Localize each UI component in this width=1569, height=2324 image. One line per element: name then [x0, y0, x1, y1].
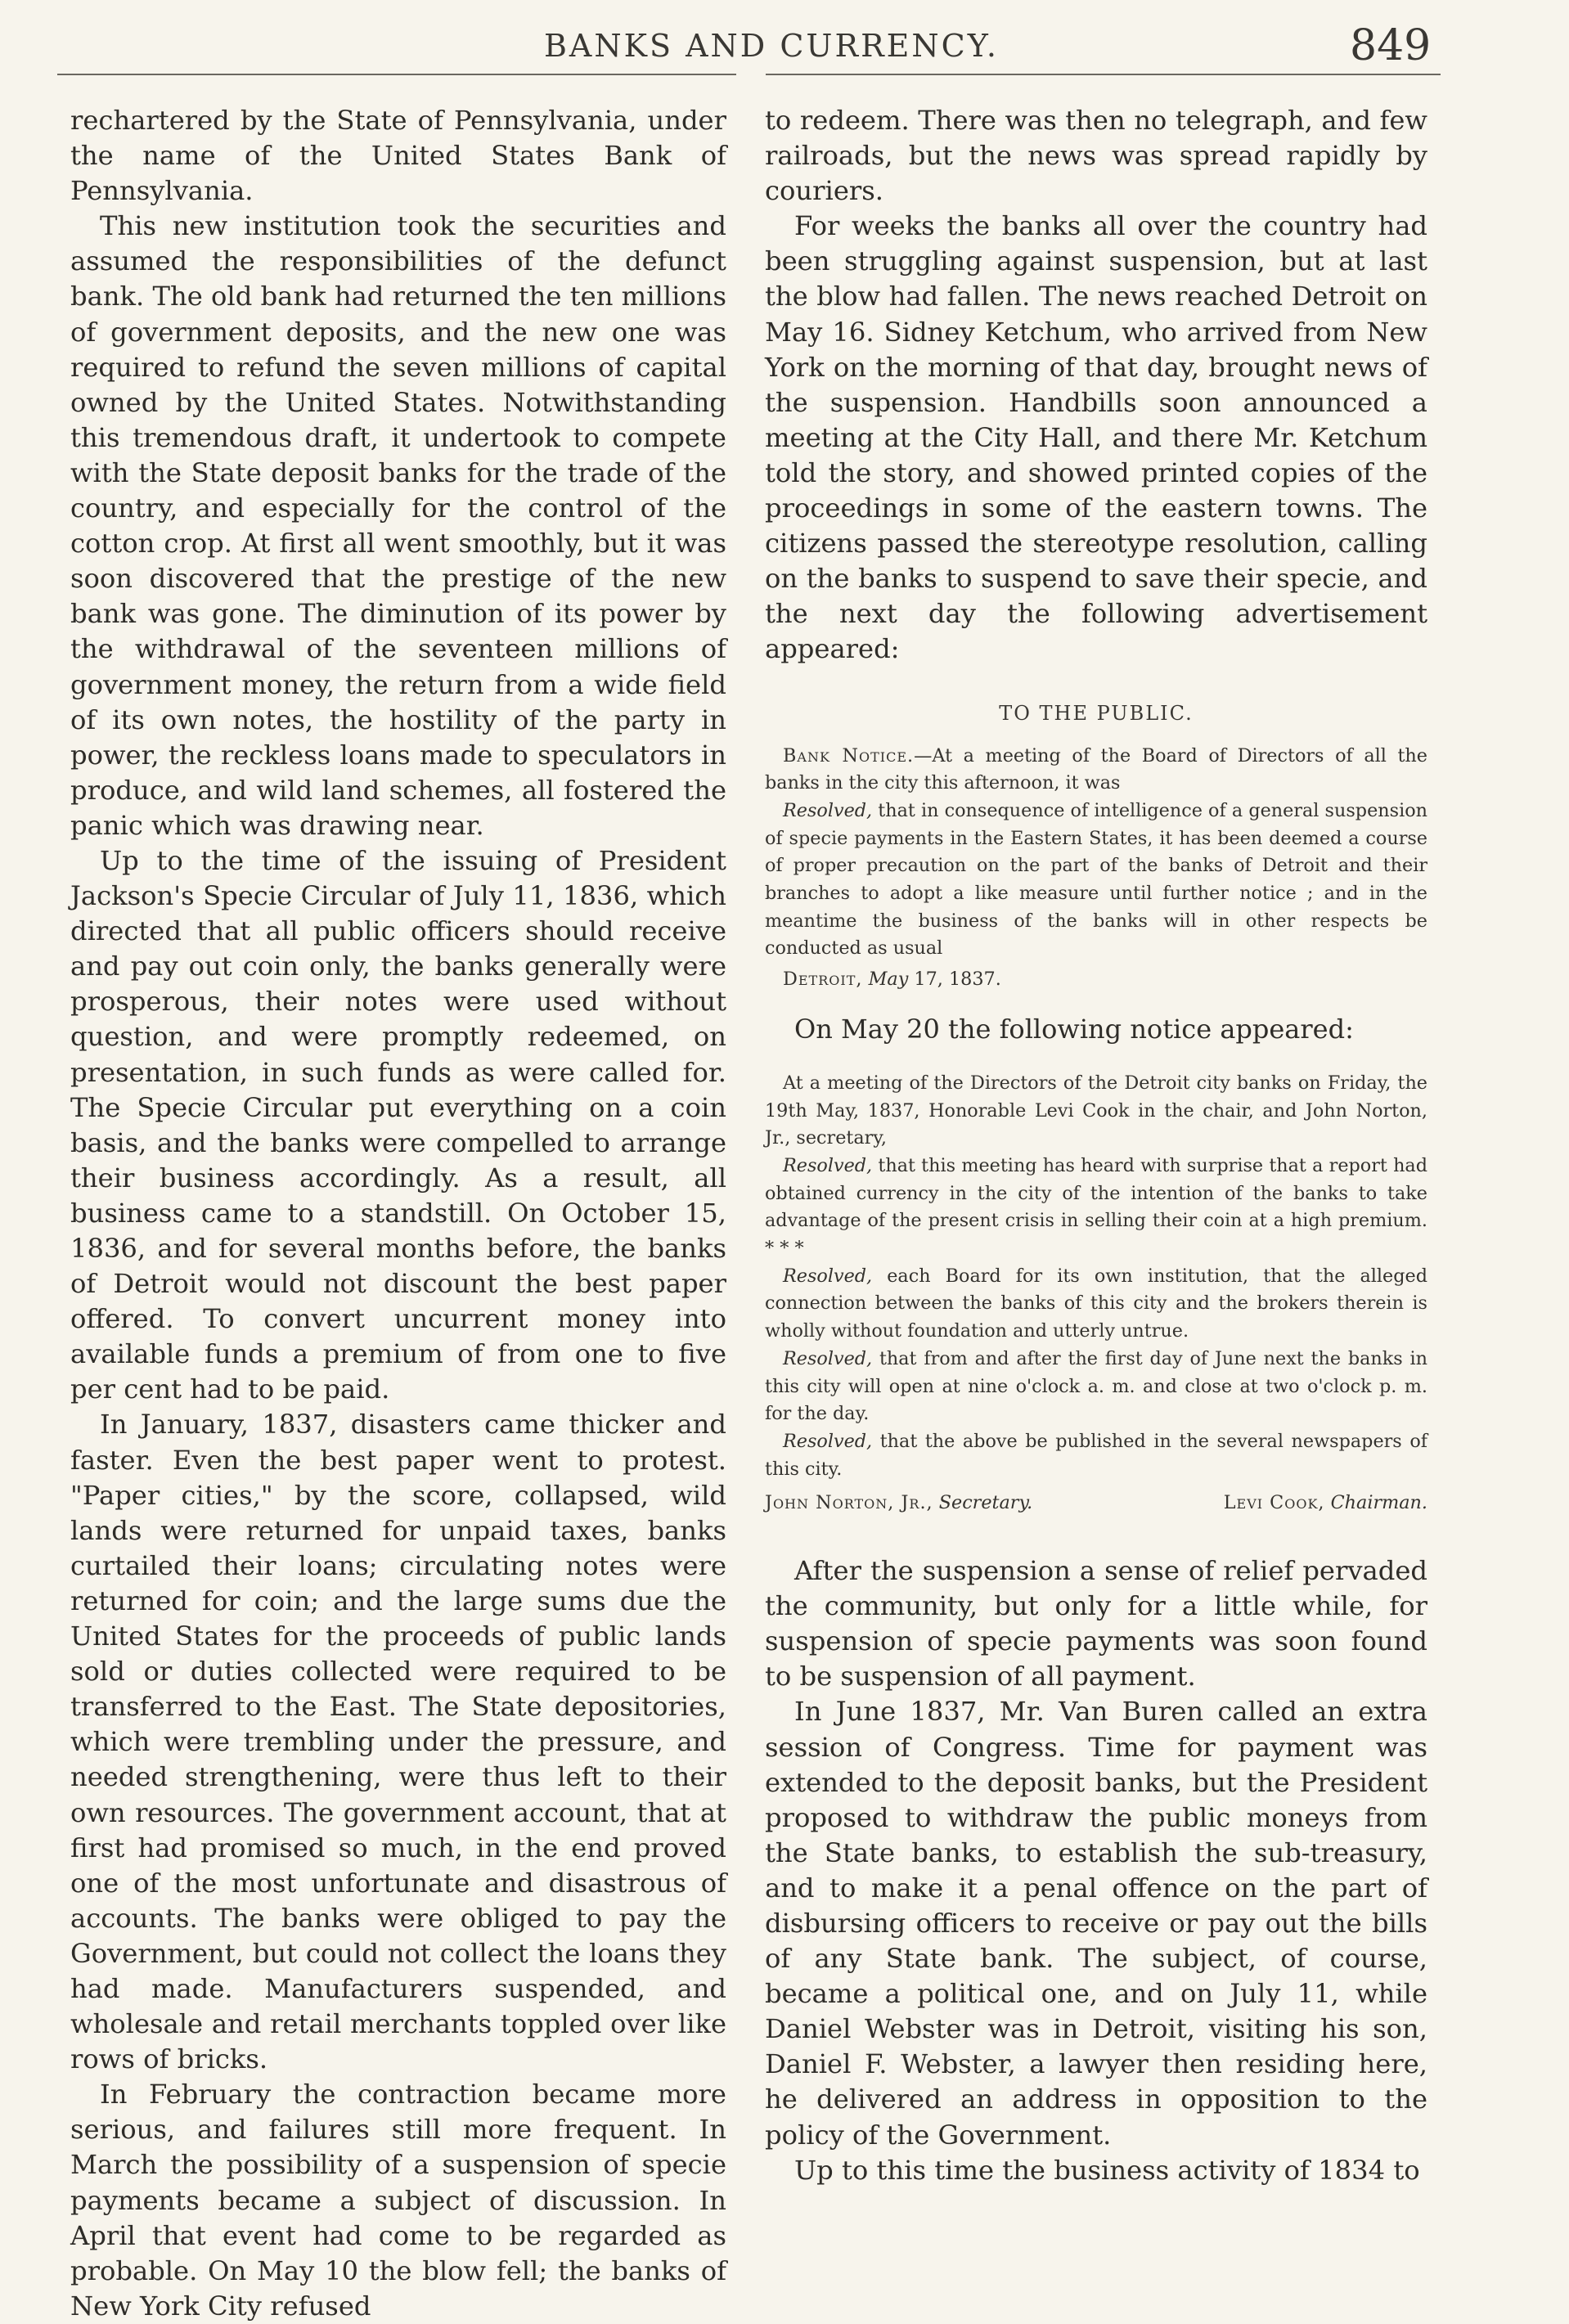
notice-heading: TO THE PUBLIC.	[999, 701, 1194, 725]
signature-chairman	[1224, 1490, 1427, 1517]
notice-dateline	[765, 966, 1427, 994]
closing-paragraphs	[765, 1553, 1427, 2188]
header-rule-left	[57, 74, 736, 75]
page-header	[0, 11, 1569, 70]
header-rule-right	[766, 74, 1441, 75]
running-title: BANKS AND CURRENCY.	[544, 28, 1000, 64]
right-column	[765, 103, 1427, 2188]
chairman-name: Levi Cook,	[1223, 1492, 1325, 1514]
dateline-rest: 17, 1837.	[908, 969, 1001, 991]
notice-resolution	[765, 1346, 1427, 1428]
dateline-month: May	[868, 969, 909, 991]
paragraph: Up to this time the business activity of 1834 to	[794, 2154, 1420, 2186]
resolution-text: each Board for its own institution, that the alleged connection between the banks of this city and the brokers therein is wholly without foundation and utterly untrue.	[765, 1265, 1427, 1342]
resolution-text: that this meeting has heard with surprise that a report had obtained currency in the city of the intention of the banks to take advantage of the present crisis in selling their coin at a high premium. * * *	[765, 1154, 1427, 1260]
notice-resolution	[765, 1263, 1427, 1346]
directors-notice	[765, 1070, 1427, 1517]
page-number: 849	[1350, 21, 1432, 70]
paragraph: Up to the time of the issuing of President Jackson's Specie Circular of July 11, 1836, which directed that all public officers should receive and pay out coin only, the banks generally were prosperous, their notes were used without question, and were promptly redeemed, on presentation, in such funds as were called for. The Specie Circular put everything on a coin basis, and the banks were compelled to arrange their business accordingly. As a result, all business came to a standstill. On October 15, 1836, and for several months before, the banks of Detroit would not discount the best paper offered. To convert uncurrent money into available funds a premium of from one to five per cent had to be paid.	[70, 844, 726, 1405]
paragraph: In February the contraction became more serious, and failures still more frequent. In March the possibility of a suspension of specie payments became a subject of discussion. In April that event had come to be regarded as probable. On May 10 the blow fell; the banks of New York City refused	[70, 2079, 726, 2322]
resolved-word: Resolved,	[783, 1265, 873, 1287]
paragraph: In June 1837, Mr. Van Buren called an extra session of Congress. Time for payment was extended to the deposit banks, but the President proposed to withdraw the public moneys from the State banks, to establish the sub-treasury, and to make it a penal offence on the part of disbursing officers to receive or pay out the bills of any State bank. The subject, of course, became a political one, and on July 11, while Daniel Webster was in Detroit, visiting his son, Daniel F. Webster, a lawyer then residing here, he delivered an address in opposition to the policy of the Government.	[765, 1696, 1427, 2151]
paragraph: On May 20 the following notice appeared:	[794, 1013, 1354, 1045]
notice-lead-caps: Bank Notice.	[783, 744, 915, 766]
paragraph: This new institution took the securities and assumed the responsibilities of the defunct bank. The old bank had returned the ten millions of government deposits, and the new one was required to refund the seven millions of capital owned by the United States. Notwithstanding this tremendous draft, it undertook to compete with the State deposit banks for the trade of the country, and especially for the control of the cotton crop. At first all went smoothly, but it was soon discovered that the prestige of the new bank was gone. The diminution of its power by the withdrawal of the seventeen millions of government money, the return from a wide field of its own notes, the hostility of the party in power, the reckless loans made to speculators in produce, and wild land schemes, all fostered the panic which was drawing near.	[70, 210, 726, 841]
resolved-word: Resolved,	[783, 1430, 873, 1452]
bank-notice	[765, 702, 1427, 994]
resolved-word: Resolved,	[783, 1154, 873, 1176]
notice-lead	[765, 743, 1427, 798]
paragraph: to redeem. There was then no telegraph, and few railroads, but the news was spread rapidly by couriers.	[765, 105, 1427, 207]
resolved-word: Resolved,	[783, 799, 873, 821]
notice-lead-text: —At a meeting of the Board of Directors of all the banks in the city this afternoon, it was	[765, 744, 1427, 794]
notice-resolution	[765, 1153, 1427, 1263]
paragraph: rechartered by the State of Pennsylvania, under the name of the United States Bank of Pennsylvania.	[70, 105, 726, 207]
resolved-word: Resolved,	[783, 1347, 873, 1369]
paragraph: After the suspension a sense of relief pervaded the community, but only for a little while, for suspension of specie payments was soon found to be suspension of all payment.	[765, 1555, 1427, 1692]
resolution-text: that in consequence of intelligence of a general suspension of specie payments in the Eastern States, it has been deemed a course of proper precaution on the part of the banks of Detroit and their branches to adopt a like measure until further notice ; and in the meantime the business of the banks will in other respects be conducted as usual	[765, 799, 1427, 960]
notice-intro: At a meeting of the Directors of the Detroit city banks on Friday, the 19th May, 1837, Honorable Levi Cook in the chair, and John Norton, Jr., secretary,	[765, 1072, 1427, 1149]
paragraph: For weeks the banks all over the country had been struggling against suspension, but at last the blow had fallen. The news reached Detroit on May 16. Sidney Ketchum, who arrived from New York on the morning of that day, brought news of the suspension. Handbills soon announced a meeting at the City Hall, and there Mr. Ketchum told the story, and showed printed copies of the proceedings in some of the eastern towns. The citizens passed the stereotype resolution, calling on the banks to suspend to save their specie, and the next day the following advertisement appeared:	[765, 210, 1427, 665]
notice-resolution	[765, 798, 1427, 963]
chairman-role: Chairman.	[1330, 1492, 1427, 1514]
signature-secretary	[765, 1490, 1032, 1517]
signature-line	[765, 1490, 1427, 1517]
dateline-place: Detroit,	[783, 969, 863, 991]
secretary-role: Secretary.	[938, 1492, 1033, 1514]
resolution-text: that from and after the first day of June next the banks in this city will open at nine o'clock a. m. and close at two o'clock p. m. for the day.	[765, 1347, 1427, 1425]
resolution-text: that the above be published in the several newspapers of this city.	[765, 1430, 1427, 1480]
notice-resolution	[765, 1428, 1427, 1483]
secretary-name: John Norton, Jr.,	[765, 1492, 933, 1514]
left-column	[70, 103, 726, 2324]
paragraph: In January, 1837, disasters came thicker and faster. Even the best paper went to protest. "Paper cities," by the score, collapsed, wild lands were returned for unpaid taxes, banks curtailed their loans; circulating notes were returned for coin; and the large sums due the United States for the proceeds of public lands sold or duties collected were required to be transferred to the East. The State depositories, which were trembling under the pressure, and needed strengthening, were thus left to their own resources. The government account, that at first had promised so much, in the end proved one of the most unfortunate and disastrous of accounts. The banks were obliged to pay the Government, but could not collect the loans they had made. Manufacturers suspended, and wholesale and retail merchants toppled over like rows of bricks.	[70, 1409, 726, 2075]
